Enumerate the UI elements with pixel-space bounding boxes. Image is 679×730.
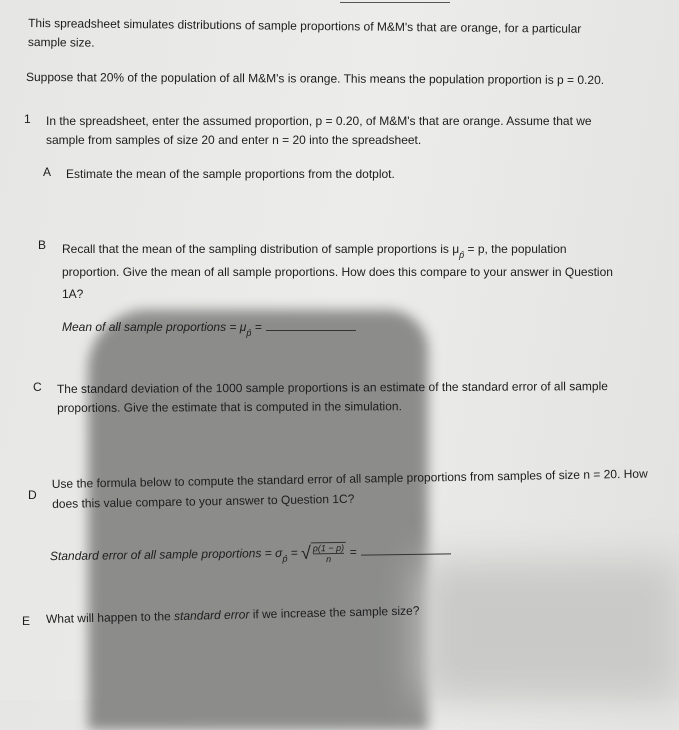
answer-blank[interactable] [360, 544, 450, 556]
intro-text: This spreadsheet simulates distributions of sample proportions of M&M's that are orange, for a particular sample size. [27, 16, 582, 50]
part-c-text: The standard deviation of the 1000 sample proportions is an estimate of the standard error of all sample proportions. Give the estimate that is computed in the simulation. [56, 379, 608, 415]
part-c-label: C [33, 380, 42, 394]
p-hat-subscript: p̂ [246, 328, 252, 338]
part-d-label: D [28, 488, 37, 502]
numerator: p(1 − p) [312, 542, 345, 554]
photo-shadow [420, 560, 679, 700]
denominator: n [326, 554, 332, 565]
part-b-text [62, 238, 622, 305]
part-a-text: Estimate the mean of the sample proportions from the dotplot. [66, 167, 395, 181]
answer-blank[interactable] [266, 320, 356, 331]
formula-label: Mean of all sample proportions = μ [62, 320, 247, 334]
emphasis: standard error [173, 607, 250, 624]
part-b-label: B [38, 238, 47, 252]
question-1-text: In the spreadsheet, enter the assumed proportion, p = 0.20, of M&M's that are orange. Assume that we sample from samples of size 20 and enter n = 20 into the spreadsheet. [46, 114, 592, 147]
text: What will happen to the [45, 609, 175, 626]
p-hat-subscript: p̂ [459, 250, 465, 260]
square-root-icon: √ [300, 542, 312, 563]
mean-formula [62, 318, 356, 338]
part-a-label: A [43, 165, 52, 179]
part-e-label: E [22, 614, 31, 628]
text: if we increase the sample size? [249, 603, 420, 622]
photo-shadow [88, 310, 428, 730]
formula-label: Standard error of all sample proportions = σ [49, 545, 283, 564]
text: = p, the population proportion. Give the mean of all sample proportions. How does this compare to your answer in Question 1A? [62, 242, 613, 301]
equals: = [287, 545, 302, 560]
context-text: Suppose that 20% of the population of all M&M's is orange. This means the population proportion is p = 0.20. [25, 70, 605, 88]
question-number: 1 [24, 112, 31, 126]
text: Recall that the mean of the sampling distribution of sample proportions is μ [62, 242, 460, 256]
fraction [311, 542, 347, 564]
equals: = [346, 544, 357, 560]
equals: = [251, 320, 262, 334]
part-d-text: Use the formula below to compute the standard error of all sample proportions from samples of size n = 20. How does this value compare to your answer to Question 1C? [51, 466, 648, 511]
p-hat-subscript: p̂ [282, 553, 288, 564]
cut-off-underline [340, 0, 450, 3]
